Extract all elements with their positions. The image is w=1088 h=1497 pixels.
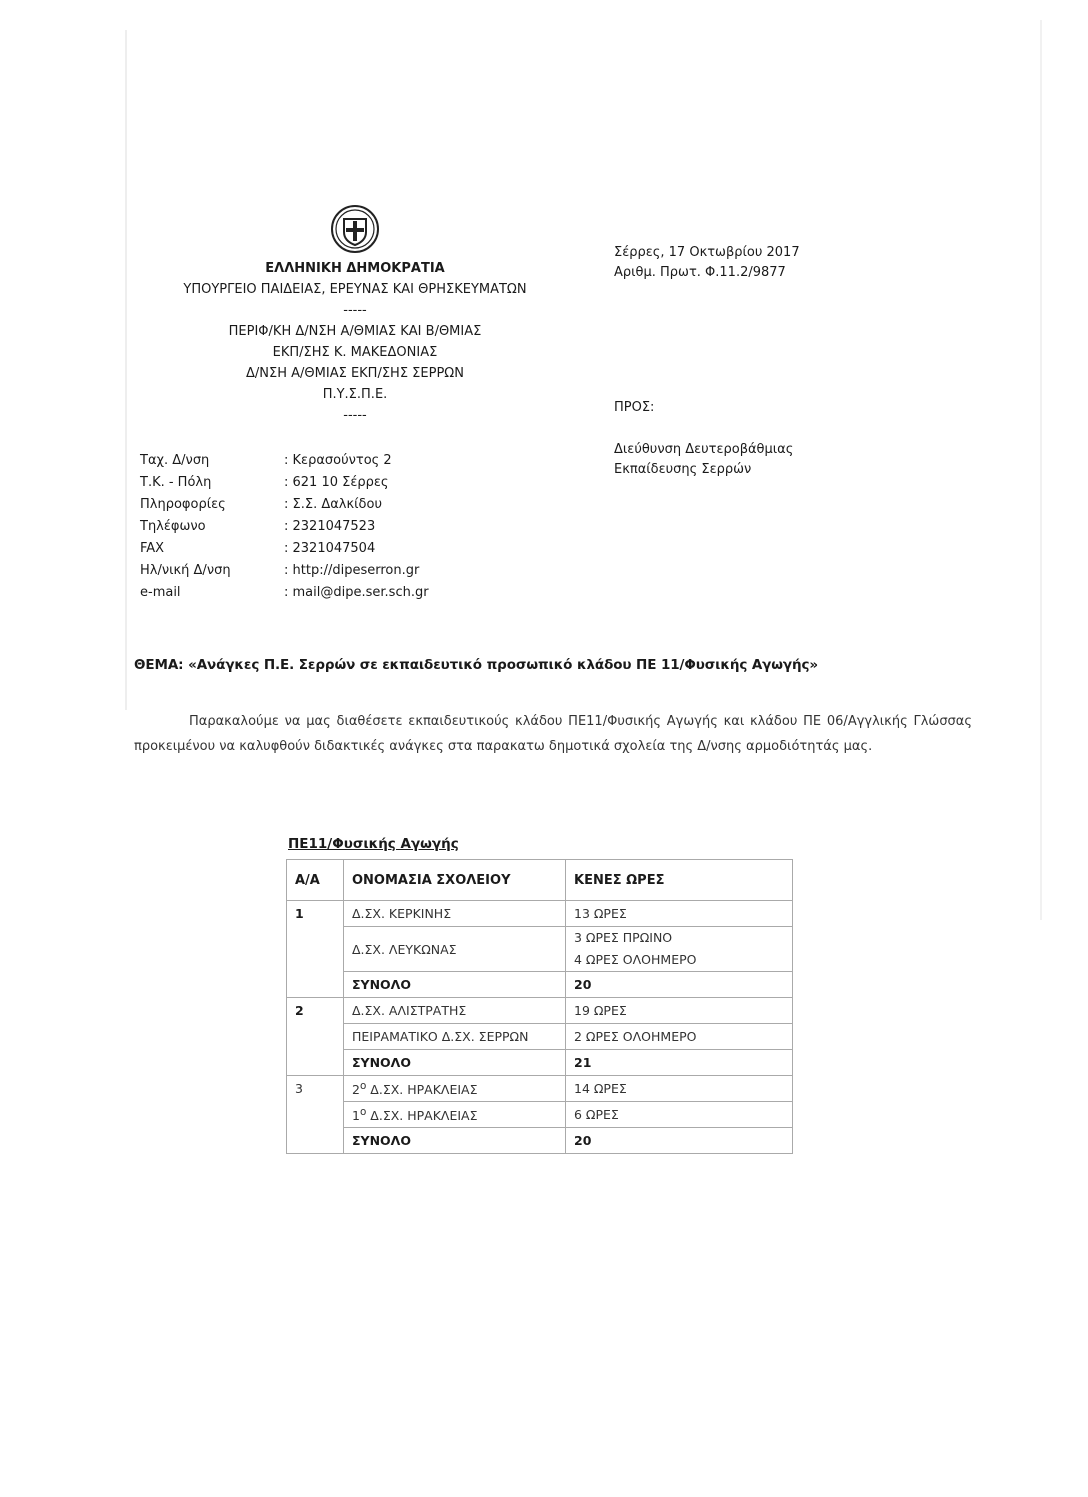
column-header: Α/Α [287,860,344,901]
hours: 14 ΩΡΕΣ [566,1076,793,1102]
contact-row [140,450,429,472]
region-line-1: ΠΕΡΙΦ/ΚΗ Δ/ΝΣΗ Α/ΘΜΙΑΣ ΚΑΙ Β/ΘΜΙΑΣ [228,324,482,339]
contact-label: Ηλ/νική Δ/νση [140,563,231,578]
table-row [287,901,793,927]
school-name: Δ.ΣΧ. ΚΕΡΚΙΝΗΣ [344,901,566,927]
subject-line: ΘΕΜΑ: «Ανάγκες Π.Ε. Σερρών σε εκπαιδευτικό προσωπικό κλάδου ΠΕ 11/Φυσικής Αγωγής» [134,657,819,673]
letter-date: Σέρρες, 17 Οκτωβρίου 2017 [614,245,800,260]
contact-label: Ταχ. Δ/νση [140,453,210,468]
date-protocol [614,243,800,283]
contact-row [140,516,429,538]
contact-label: Τ.Κ. - Πόλη [140,475,212,490]
needs-table [286,859,793,1154]
contact-value: : 2321047504 [284,541,376,556]
contact-value: : mail@dipe.ser.sch.gr [284,585,429,600]
total-value: 20 [566,972,793,998]
contact-label: Πληροφορίες [140,497,226,512]
total-label: ΣΥΝΟΛΟ [344,1128,566,1154]
greek-emblem-icon [330,204,380,254]
column-header: ΟΝΟΜΑΣΙΑ ΣΧΟΛΕΙΟΥ [344,860,566,901]
ministry-name: ΥΠΟΥΡΓΕΙΟ ΠΑΙΔΕΙΑΣ, ΕΡΕΥΝΑΣ ΚΑΙ ΘΡΗΣΚΕΥΜΑΤΩΝ [183,282,527,297]
table-row [287,1102,793,1128]
contact-row [140,560,429,582]
hours: 6 ΩΡΕΣ [566,1102,793,1128]
hours-line: 3 ΩΡΕΣ ΠΡΩΙΝΟ [574,930,673,945]
contact-value: : Σ.Σ. Δαλκίδου [284,497,382,512]
separator: ----- [343,408,367,423]
recipient-label: ΠΡΟΣ: [614,400,655,415]
school-name: Δ.ΣΧ. ΛΕΥΚΩΝΑΣ [344,927,566,972]
group-number: 2 [287,998,344,1024]
scan-shadow [125,30,127,710]
school-name: Δ.ΣΧ. ΑΛΙΣΤΡΑΤΗΣ [344,998,566,1024]
hours: 13 ΩΡΕΣ [566,901,793,927]
school-ordinal: 1 [352,1108,360,1124]
separator: ----- [343,303,367,318]
school-ordinal: 2 [352,1082,360,1098]
total-label: ΣΥΝΟΛΟ [344,1050,566,1076]
total-label: ΣΥΝΟΛΟ [344,972,566,998]
contact-row [140,582,429,604]
total-row [287,972,793,998]
country-name: ΕΛΛΗΝΙΚΗ ΔΗΜΟΚΡΑΤΙΑ [265,261,445,276]
contact-row [140,494,429,516]
region-line-2: ΕΚΠ/ΣΗΣ Κ. ΜΑΚΕΔΟΝΙΑΣ [272,345,438,360]
table-row [287,1076,793,1102]
table-row [287,927,793,972]
total-value: 20 [566,1128,793,1154]
issuer-header [140,258,570,426]
school-name [344,1102,566,1128]
directorate-name: Δ/ΝΣΗ Α/ΘΜΙΑΣ ΕΚΠ/ΣΗΣ ΣΕΡΡΩΝ [246,366,464,381]
total-value: 21 [566,1050,793,1076]
school-name: ΠΕΙΡΑΜΑΤΙΚΟ Δ.ΣΧ. ΣΕΡΡΩΝ [344,1024,566,1050]
table-title: ΠΕ11/Φυσικής Αγωγής [288,836,459,852]
column-header: ΚΕΝΕΣ ΩΡΕΣ [566,860,793,901]
contact-value: : 2321047523 [284,519,376,534]
ordinal-suffix: ο [359,1079,367,1092]
table-row [287,1024,793,1050]
total-row [287,1050,793,1076]
recipient-line-2: Εκπαίδευσης Σερρών [614,462,752,477]
group-number: 3 [287,1076,344,1102]
school-name-text: Δ.ΣΧ. ΗΡΑΚΛΕΙΑΣ [366,1082,478,1098]
contact-label: e-mail [140,585,181,600]
recipient-line-1: Διεύθυνση Δευτεροβάθμιας [614,442,794,457]
protocol-number: Αριθμ. Πρωτ. Φ.11.2/9877 [614,265,786,280]
hours [566,927,793,972]
contact-row [140,472,429,494]
scan-shadow [1040,20,1042,920]
council-name: Π.Υ.Σ.Π.Ε. [322,387,388,402]
hours: 2 ΩΡΕΣ ΟΛΟΗΜΕΡΟ [566,1024,793,1050]
ordinal-suffix: ο [359,1105,367,1118]
hours-line: 4 ΩΡΕΣ ΟΛΟΗΜΕΡΟ [574,952,697,967]
group-number: 1 [287,901,344,927]
hours: 19 ΩΡΕΣ [566,998,793,1024]
contact-row [140,538,429,560]
contact-value: : 621 10 Σέρρες [284,475,389,490]
table-header-row [287,860,793,901]
contact-label: Τηλέφωνο [140,519,206,534]
total-row [287,1128,793,1154]
contact-value: : Κερασούντος 2 [284,453,392,468]
contact-label: FAX [140,541,165,556]
body-paragraph: Παρακαλούμε να μας διαθέσετε εκπαιδευτικούς κλάδου ΠΕ11/Φυσικής Αγωγής και κλάδου ΠΕ 06/Αγγλικής Γλώσσας προκειμένου να καλυφθούν διδακτικές ανάγκες στα παρακατω δημοτικά σχολεία της Δ/νσης αρμοδιότητάς μας. [134,714,972,754]
contact-details [140,450,429,604]
recipient [614,440,793,480]
contact-value: : http://dipeserron.gr [284,563,420,578]
school-name-text: Δ.ΣΧ. ΗΡΑΚΛΕΙΑΣ [366,1108,478,1124]
table-row [287,998,793,1024]
school-name [344,1076,566,1102]
